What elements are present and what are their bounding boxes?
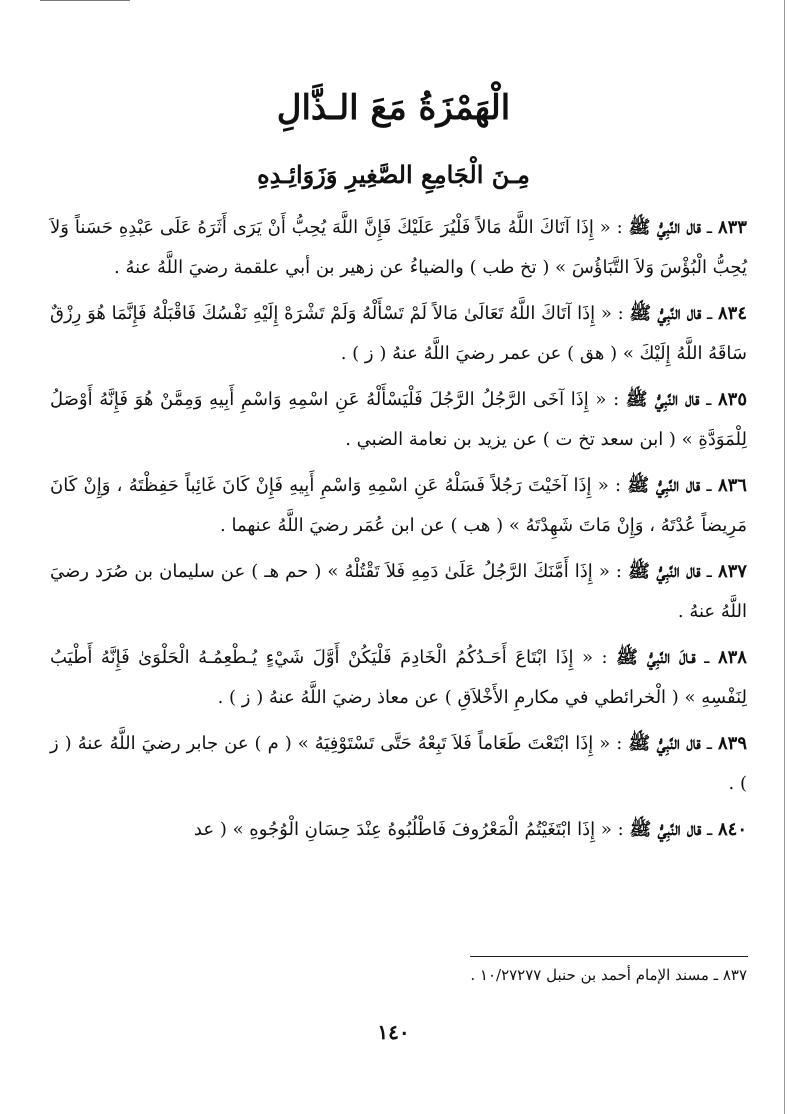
hadith-speaker: قال النَّبِيُّ ﷺ <box>625 389 700 410</box>
hadith-text: : « إِذَا ابْتَغَيْتُمُ الْمَعْرُوفَ فَاطْلُبُوهُ عِنْدَ حِسَانِ الْوُجُوهِ » ( عد <box>193 819 624 840</box>
hadith-number: ٨٣٦ <box>717 475 747 496</box>
section-subtitle: مِـنَ الْجَامِعِ الصَّغِيرِ وَزَوَائِـدِهِ <box>257 160 530 189</box>
hadith-number: ٨٣٧ <box>717 561 747 582</box>
footnote-rule <box>470 956 748 957</box>
hadith-entry: ٨٣٩ ـ قال النَّبِيُّ ﷺ : « إِذَا ابْتَعْتَ طَعَاماً فَلاَ تَبِعْهُ حَتَّى تَسْتَوْفِيَهُ » ( م ) عن جابر رضيَ اللَّهُ عنهُ ( ز ) . <box>50 733 747 794</box>
hadith-number: ٨٣٣ <box>717 217 747 238</box>
hadith-text: : « إِذَا ابْتَاعَ أَحَـدُكُمُ الْخَادِمَ فَلْيَكُنْ أَوَّلَ شَيْءٍ يُـطْعِمُـهُ الْحَلْوَىٰ فَإِنَّهُ أَطْيَبُ لِنَفْسِهِ » ( الْخرائطي في مكارمِ الأَخْلاَقِ ) عن معاذ رضيَ اللَّهُ عنهُ ( ز ) . <box>50 647 747 708</box>
hadith-speaker: قال النَّبِيُّ ﷺ <box>628 733 701 754</box>
hadith-speaker: قـالَ النَّبِيُّ ﷺ <box>616 647 696 668</box>
hadith-number: ٨٣٥ <box>717 389 747 410</box>
hadith-text: : « إِذَا آتَاكَ اللَّهُ تَعَالَىٰ مَالاً لَمْ تَسْأَلْهُ وَلَمْ تَشْرَهْ إِلَيْهِ نَفْسُكَ فَاقْبَلْهُ فَإِنَّمَا هُوَ رِزْقٌ سَاقَهُ اللَّهُ إِلَيْكَ » ( هق ) عن عمر رضيَ اللَّهُ عنهُ ( ز ) . <box>50 303 747 364</box>
page-number: ١٤٠ <box>377 1020 410 1044</box>
hadith-entry: ٨٣٤ ـ قال النَّبِيُّ ﷺ : « إِذَا آتَاكَ اللَّهُ تَعَالَىٰ مَالاً لَمْ تَسْأَلْهُ وَلَمْ تَشْرَهْ إِلَيْهِ نَفْسُكَ فَاقْبَلْهُ فَإِنَّمَا هُوَ رِزْقٌ سَاقَهُ اللَّهُ إِلَيْكَ » ( هق ) عن عمر رضيَ اللَّهُ عنهُ ( ز ) . <box>50 303 747 364</box>
hadith-entry: ٨٣٣ ـ قال النَّبِيُّ ﷺ : « إِذَا آتَاكَ اللَّهُ مَالاً فَلْيُرَ عَلَيْكَ فَإِنَّ اللَّهَ يُحِبُّ أَنْ يَرَى أَثَرَهُ عَلَى عَبْدِهِ حَسَناً وَلاَ يُحِبُّ الْبُؤْسَ وَلاَ التَّبَاؤُسَ » ( تخ طب ) والضياءُ عن زهير بن أبي علقمة رضيَ اللَّهُ عنهُ . <box>50 217 747 278</box>
hadith-entry: ٨٣٥ ـ قال النَّبِيُّ ﷺ : « إِذَا آخَى الرَّجُلُ الرَّجُلَ فَلْيَسْأَلْهُ عَنِ اسْمِهِ وَاسْمِ أَبِيهِ وَمِمَّنْ هُوَ فَإِنَّهُ أَوْصَلُ لِلْمَوَدَّةِ » ( ابن سعد تخ ت ) عن يزيد بن نعامة الضبي . <box>50 389 747 450</box>
top-rule <box>40 0 130 1</box>
hadith-entry: ٨٣٧ ـ قال النَّبِيُّ ﷺ : « إِذَا أَمَّنَكَ الرَّجُلُ عَلَىٰ دَمِهِ فَلاَ تَقْتُلْهُ » ( حم هـ ) عن سليمان بن صُرَد رضيَ اللَّهُ عنهُ . <box>50 561 747 622</box>
hadith-speaker: قال النَّبِيُّ ﷺ <box>629 819 702 840</box>
hadith-text: : « إِذَا أَمَّنَكَ الرَّجُلُ عَلَىٰ دَمِهِ فَلاَ تَقْتُلْهُ » ( حم هـ ) عن سليمان بن صُرَد رضيَ اللَّهُ عنهُ . <box>50 561 747 622</box>
hadith-number: ٨٣٨ <box>717 647 747 668</box>
hadith-number: ٨٣٩ <box>717 733 747 754</box>
hadith-speaker: قال النَّبِيُّ ﷺ <box>629 303 702 324</box>
hadith-speaker: قال النَّبِيُّ ﷺ <box>627 475 701 496</box>
hadith-text: : « إِذَا آخَيْتَ رَجُلاً فَسَلْهُ عَنِ اسْمِهِ وَاسْمِ أَبِيهِ فَإِنْ كَانَ غَائِباً حَفِظْتَهُ ، وَإِنْ كَانَ مَرِيضاً عُدْتَهُ ، وَإِنْ مَاتَ شَهِدْتَهُ » ( هب ) عن ابن عُمَر رضيَ اللَّهُ عنهما . <box>50 475 747 536</box>
hadith-speaker: قال النَّبِيُّ ﷺ <box>628 217 701 238</box>
hadith-list <box>50 208 747 856</box>
hadith-entry: ٨٤٠ ـ قال النَّبِيُّ ﷺ : « إِذَا ابْتَغَيْتُمُ الْمَعْرُوفَ فَاطْلُبُوهُ عِنْدَ حِسَانِ الْوُجُوهِ » ( عد <box>193 819 747 840</box>
hadith-entry: ٨٣٨ ـ قـالَ النَّبِيُّ ﷺ : « إِذَا ابْتَاعَ أَحَـدُكُمُ الْخَادِمَ فَلْيَكُنْ أَوَّلَ شَيْءٍ يُـطْعِمُـهُ الْحَلْوَىٰ فَإِنَّهُ أَطْيَبُ لِنَفْسِهِ » ( الْخرائطي في مكارمِ الأَخْلاَقِ ) عن معاذ رضيَ اللَّهُ عنهُ ( ز ) . <box>50 647 747 708</box>
footnote: ٨٣٧ ـ مسند الإمام أحمد بن حنبل ١٠/٢٧٢٧٧ . <box>470 966 747 984</box>
hadith-speaker: قال النَّبِيُّ ﷺ <box>628 561 701 582</box>
hadith-text: : « إِذَا آخَى الرَّجُلُ الرَّجُلَ فَلْيَسْأَلْهُ عَنِ اسْمِهِ وَاسْمِ أَبِيهِ وَمِمَّنْ هُوَ فَإِنَّهُ أَوْصَلُ لِلْمَوَدَّةِ » ( ابن سعد تخ ت ) عن يزيد بن نعامة الضبي . <box>50 389 747 450</box>
hadith-number: ٨٤٠ <box>717 819 747 840</box>
hadith-number: ٨٣٤ <box>717 303 747 324</box>
hadith-text: : « إِذَا ابْتَعْتَ طَعَاماً فَلاَ تَبِعْهُ حَتَّى تَسْتَوْفِيَهُ » ( م ) عن جابر رضيَ اللَّهُ عنهُ ( ز ) . <box>50 733 747 794</box>
hadith-entry: ٨٣٦ ـ قال النَّبِيُّ ﷺ : « إِذَا آخَيْتَ رَجُلاً فَسَلْهُ عَنِ اسْمِهِ وَاسْمِ أَبِيهِ فَإِنْ كَانَ غَائِباً حَفِظْتَهُ ، وَإِنْ كَانَ مَرِيضاً عُدْتَهُ ، وَإِنْ مَاتَ شَهِدْتَهُ » ( هب ) عن ابن عُمَر رضيَ اللَّهُ عنهما . <box>50 475 747 536</box>
chapter-title: الْهَمْزَةُ مَعَ الـذَّالِ <box>276 88 511 128</box>
hadith-text: : « إِذَا آتَاكَ اللَّهُ مَالاً فَلْيُرَ عَلَيْكَ فَإِنَّ اللَّهَ يُحِبُّ أَنْ يَرَى أَثَرَهُ عَلَى عَبْدِهِ حَسَناً وَلاَ يُحِبُّ الْبُؤْسَ وَلاَ التَّبَاؤُسَ » ( تخ طب ) والضياءُ عن زهير بن أبي علقمة رضيَ اللَّهُ عنهُ . <box>50 217 747 278</box>
